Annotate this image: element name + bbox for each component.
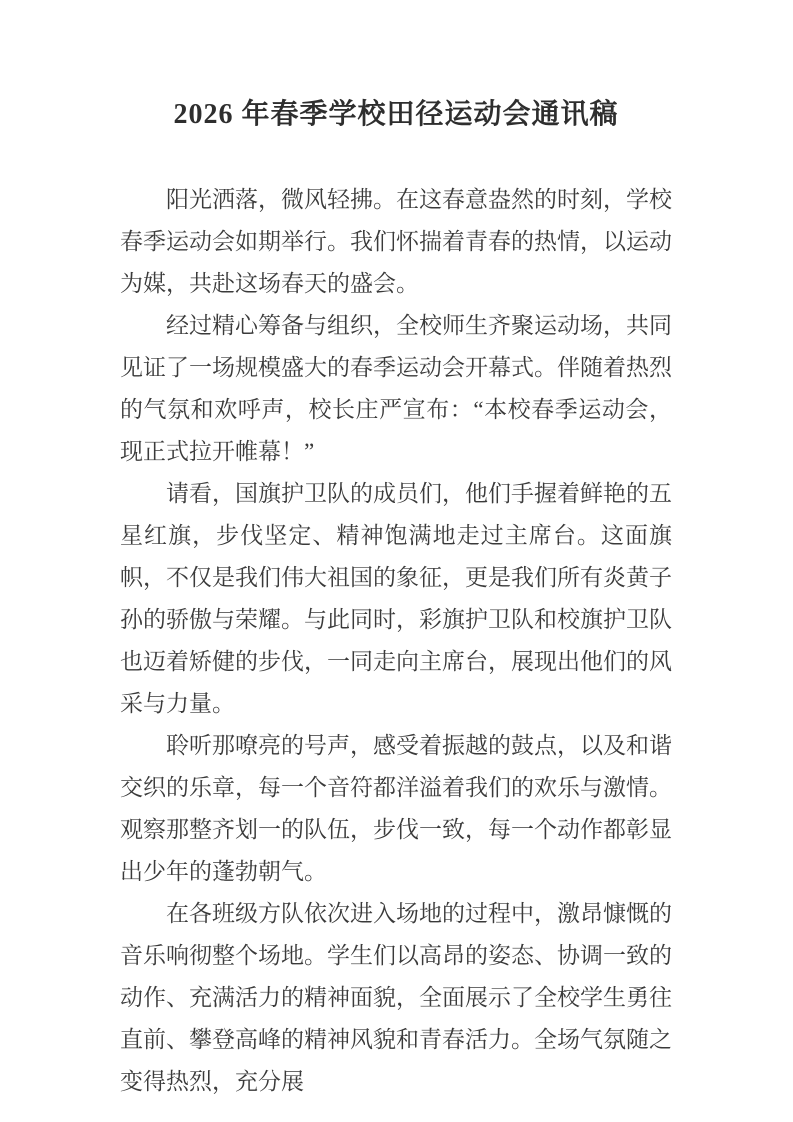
paragraph-music-formation: 聆听那嘹亮的号声，感受着振越的鼓点，以及和谐交织的乐章，每一个音符都洋溢着我们的欢乐与激情。观察那整齐划一的队伍，步伐一致，每一个动作都彰显出少年的蓬勃朝气。 <box>120 733 672 884</box>
document-title: 2026 年春季学校田径运动会通讯稿 <box>173 99 619 130</box>
paragraph-flag-guard: 请看，国旗护卫队的成员们，他们手握着鲜艳的五星红旗，步伐坚定、精神饱满地走过主席台。这面旗帜，不仅是我们伟大祖国的象征，更是我们所有炎黄子孙的骄傲与荣耀。与此同时，彩旗护卫队和校旗护卫队也迈着矫健的步伐，一同走向主席台，展现出他们的风采与力量。 <box>120 481 672 716</box>
paragraph-opening-ceremony: 经过精心筹备与组织，全校师生齐聚运动场，共同见证了一场规模盛大的春季运动会开幕式。伴随着热烈的气氛和欢呼声，校长庄严宣布：“本校春季运动会，现正式拉开帷幕！” <box>120 313 672 464</box>
paragraph-class-parade: 在各班级方队依次进入场地的过程中，激昂慷慨的音乐响彻整个场地。学生们以高昂的姿态、协调一致的动作、充满活力的精神面貌，全面展示了全校学生勇往直前、攀登高峰的精神风貌和青春活力。全场气氛随之变得热烈，充分展 <box>120 901 672 1094</box>
paragraph-intro: 阳光洒落，微风轻拂。在这春意盎然的时刻，学校春季运动会如期举行。我们怀揣着青春的热情，以运动为媒，共赴这场春天的盛会。 <box>120 187 672 296</box>
